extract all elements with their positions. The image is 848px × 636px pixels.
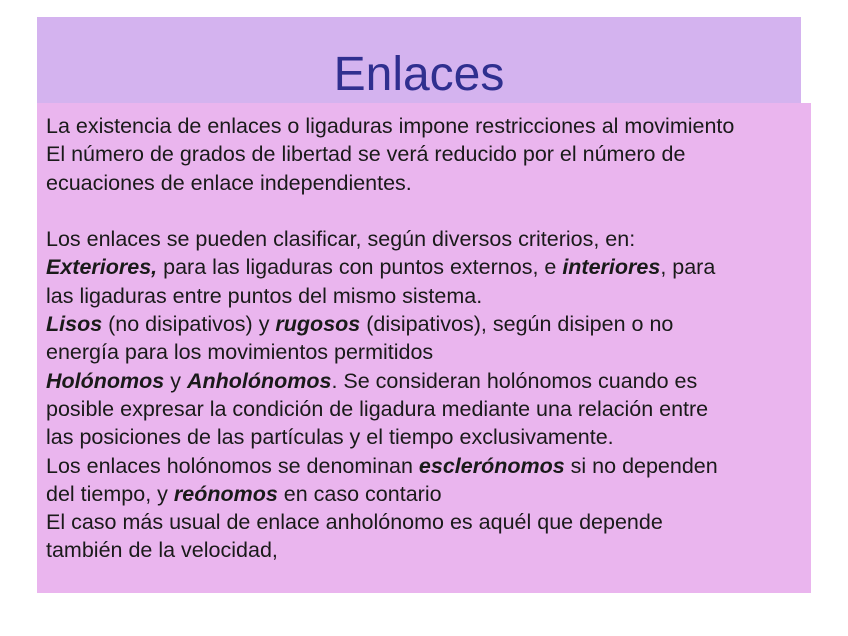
paragraph-line: La existencia de enlaces o ligaduras impone restricciones al movimiento — [46, 114, 735, 138]
text-span: , para — [660, 255, 716, 280]
anholonomo-line: El caso más usual de enlace anholónomo es aquél que depende — [46, 510, 663, 535]
holonomos-line-2: posible expresar la condición de ligadura mediante una relación entre — [46, 396, 709, 421]
slide-title: Enlaces — [333, 48, 505, 101]
lisos-line-2: energía para los movimientos permitidos — [46, 340, 434, 365]
holonomos-line — [46, 367, 808, 395]
exteriores-line-2: las ligaduras entre puntos del mismo sistema. — [46, 283, 483, 308]
text-span: en caso contario — [277, 481, 442, 506]
text-span: y — [164, 368, 187, 393]
paragraph-line: El número de grados de libertad se verá reducido por el número de — [46, 142, 686, 167]
text-span: del tiempo, y — [46, 481, 174, 506]
text-span: (disipativos), según disipen o no — [360, 312, 674, 337]
spacer — [46, 197, 808, 225]
term-interiores: interiores — [562, 255, 661, 280]
text-span: (no disipativos) y — [102, 312, 276, 337]
term-escleronomos: esclerónomos — [418, 453, 565, 478]
intro-line: Los enlaces se pueden clasificar, según diversos criterios, en: — [46, 227, 636, 252]
text-span: para las ligaduras con puntos externos, e — [157, 255, 563, 280]
escleronomos-line-2 — [46, 480, 808, 508]
term-holonomos: Holónomos — [46, 368, 165, 393]
text-span: si no dependen — [564, 453, 718, 478]
text-span: . Se consideran holónomos cuando es — [331, 368, 698, 393]
content-panel — [37, 103, 811, 593]
term-rugosos: rugosos — [275, 312, 361, 337]
anholonomo-line-2: también de la velocidad, — [46, 538, 278, 563]
term-lisos: Lisos — [46, 312, 103, 337]
text-span: Los enlaces holónomos se denominan — [46, 453, 419, 478]
term-anholonomos: Anholónomos — [186, 368, 332, 393]
content-text — [46, 112, 808, 565]
holonomos-line-3: las posiciones de las partículas y el tiempo exclusivamente. — [46, 425, 614, 450]
term-reonomos: reónomos — [173, 481, 278, 506]
title-banner — [37, 17, 801, 103]
exteriores-line — [46, 253, 808, 281]
lisos-line — [46, 310, 808, 338]
escleronomos-line — [46, 452, 808, 480]
paragraph-line: ecuaciones de enlace independientes. — [46, 170, 412, 195]
term-exteriores: Exteriores, — [46, 255, 158, 280]
